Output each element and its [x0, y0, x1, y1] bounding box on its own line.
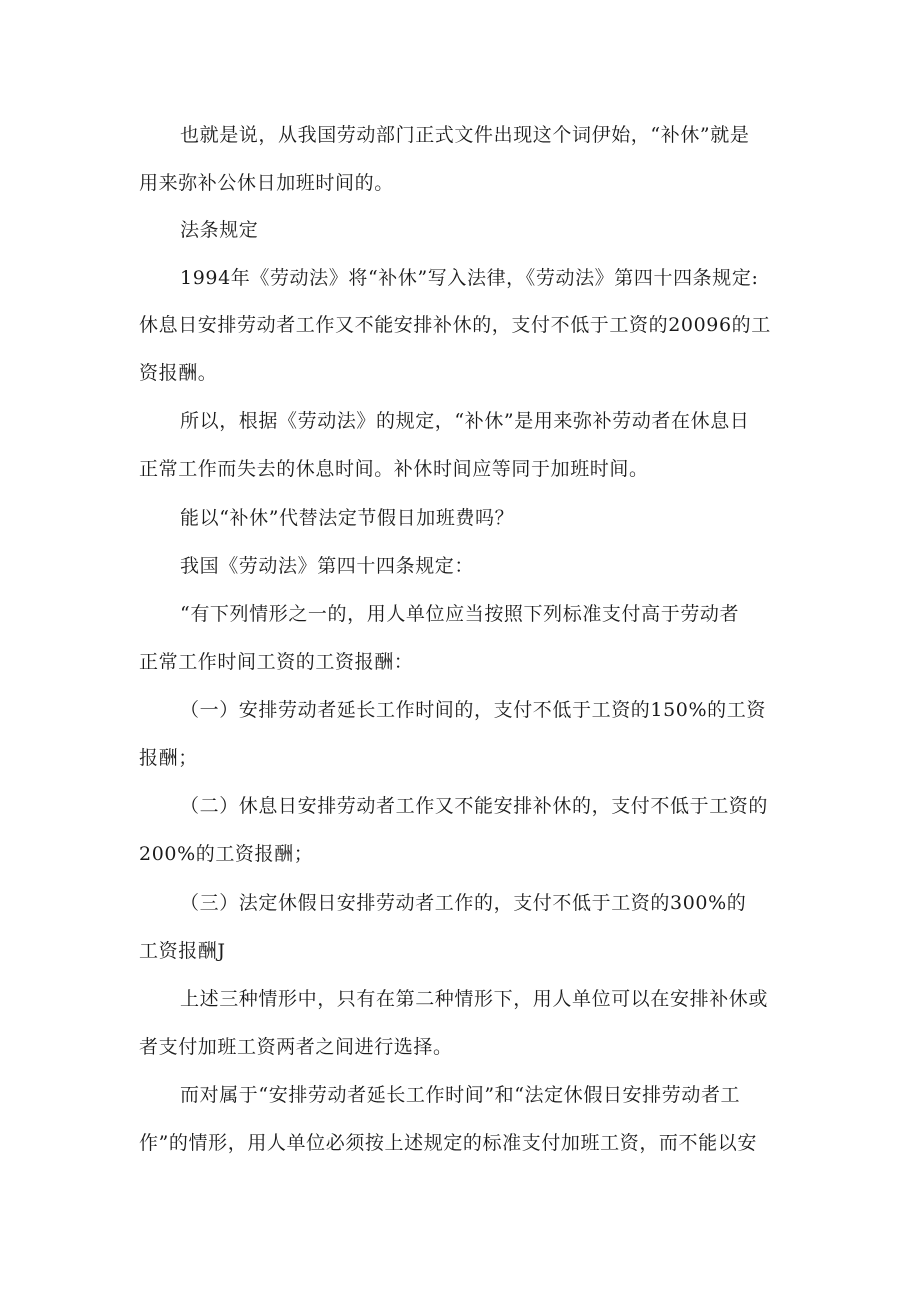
paragraph-line: 资报酬。 [139, 362, 218, 384]
list-item-line: 报酬； [139, 747, 198, 769]
paragraph-line: 1994年《劳动法》将“补休”写入法律，《劳动法》第四十四条规定: [180, 267, 759, 289]
list-item-line: 工资报酬J [139, 940, 226, 962]
paragraph-line: 用来弥补公休日加班时间的。 [139, 172, 394, 194]
quote-line: “有下列情形之一的，用人单位应当按照下列标准支付高于劳动者 [180, 603, 740, 625]
paragraph-line: 也就是说，从我国劳动部门正式文件出现这个词伊始，“补休”就是 [180, 124, 750, 146]
section-heading: 法条规定 [180, 219, 259, 241]
paragraph-line: 上述三种情形中，只有在第二种情形下，用人单位可以在安排补休或 [180, 988, 769, 1010]
paragraph-line: 休息日安排劳动者工作又不能安排补休的，支付不低于工资的20096的工 [139, 314, 771, 336]
quote-line: 正常工作时间工资的工资报酬： [139, 651, 414, 673]
paragraph-line: 所以，根据《劳动法》的规定，“补休”是用来弥补劳动者在休息日 [180, 410, 750, 432]
list-item-line: 200%的工资报酬； [139, 843, 314, 865]
question-heading: 能以“补休”代替法定节假日加班费吗？ [180, 507, 515, 529]
list-item-line: （二）休息日安排劳动者工作又不能安排补休的，支付不低于工资的 [180, 795, 769, 817]
paragraph-line: 而对属于“安排劳动者延长工作时间”和“法定休假日安排劳动者工 [180, 1084, 741, 1106]
paragraph-line: 正常工作而失去的休息时间。补休时间应等同于加班时间。 [139, 458, 649, 480]
list-item-line: （一）安排劳动者延长工作时间的，支付不低于工资的150%的工资 [180, 699, 766, 721]
paragraph-line: 我国《劳动法》第四十四条规定： [180, 555, 475, 577]
list-item-line: （三）法定休假日安排劳动者工作的，支付不低于工资的300%的 [180, 892, 747, 914]
paragraph-line: 者支付加班工资两者之间进行选择。 [139, 1036, 453, 1058]
paragraph-line: 作”的情形，用人单位必须按上述规定的标准支付加班工资，而不能以安 [139, 1132, 757, 1154]
